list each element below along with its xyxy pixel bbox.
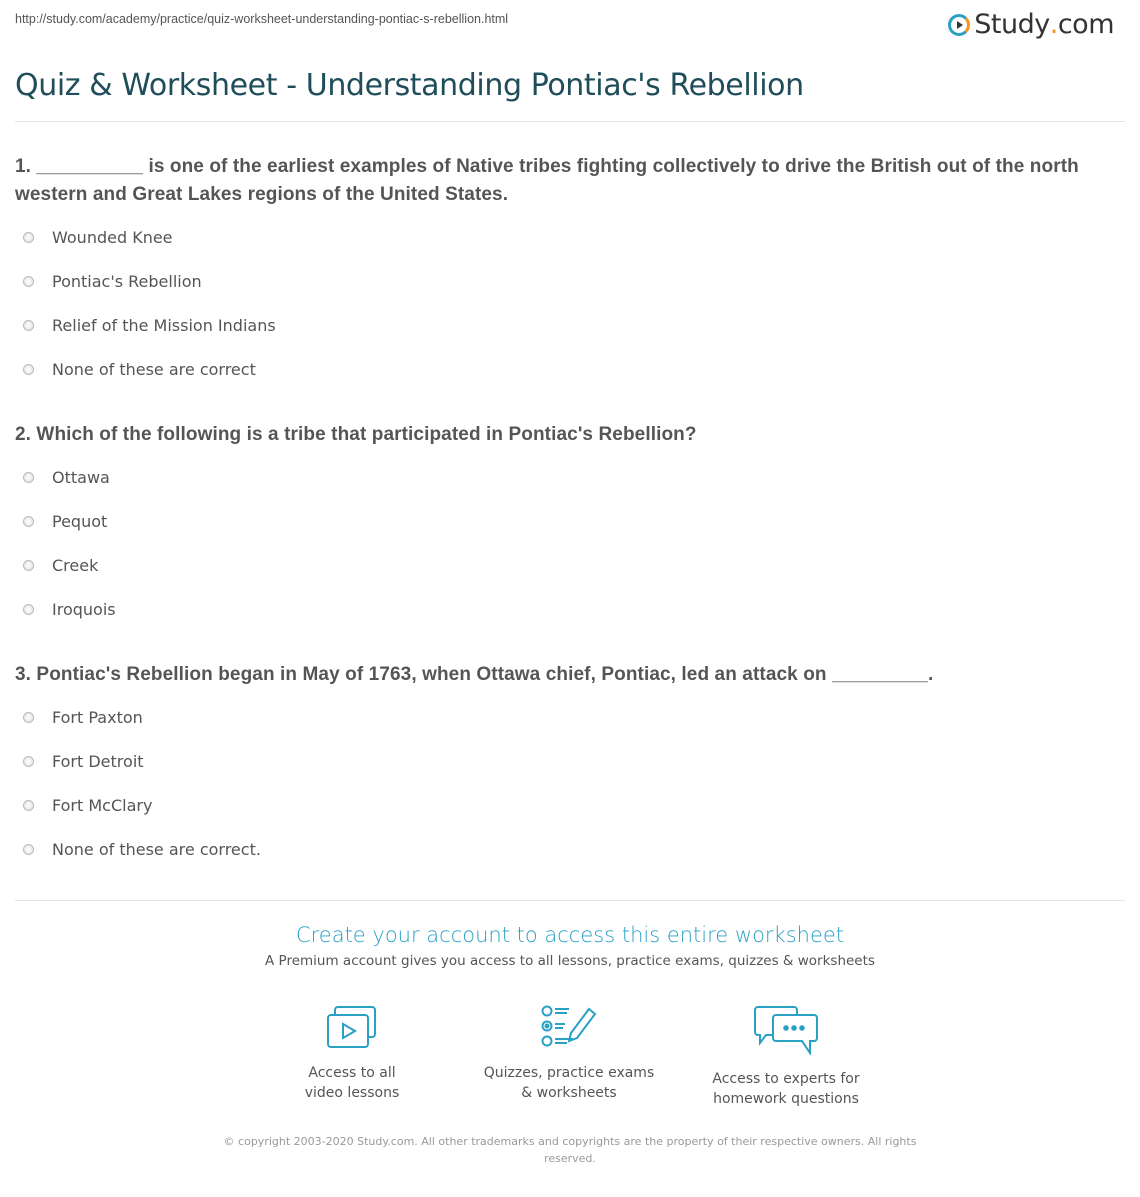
answer-label: Iroquois: [52, 599, 116, 619]
answer-options: [15, 455, 1105, 631]
answer-option[interactable]: [15, 499, 1105, 543]
answer-option[interactable]: [15, 543, 1105, 587]
video-lessons-icon: [326, 1005, 378, 1049]
answer-label: Relief of the Mission Indians: [52, 315, 276, 335]
radio-button[interactable]: [23, 364, 34, 375]
answer-options: [15, 215, 1105, 391]
logo-dot: .: [1049, 9, 1058, 40]
radio-button[interactable]: [23, 472, 34, 483]
question-2: [15, 421, 1105, 631]
answer-label: None of these are correct.: [52, 839, 261, 859]
answer-option[interactable]: [15, 827, 1105, 871]
answer-label: Pequot: [52, 511, 108, 531]
answer-label: Fort McClary: [52, 795, 153, 815]
question-text: 1. __________ is one of the earliest examples of Native tribes fighting collectively to drive the British out of the north western and Great Lakes regions of the United States.: [15, 156, 1079, 205]
answer-option[interactable]: [15, 259, 1105, 303]
play-logo-icon: [948, 14, 970, 36]
page-title: Quiz & Worksheet - Understanding Pontiac's Rebellion: [15, 68, 804, 103]
question-1: [15, 153, 1105, 391]
quiz-checklist-icon: [541, 1005, 597, 1049]
answer-label: Pontiac's Rebellion: [52, 271, 202, 291]
feature-line: Access to experts for: [712, 1071, 860, 1087]
answer-label: Fort Detroit: [52, 751, 144, 771]
radio-button[interactable]: [23, 712, 34, 723]
study-logo[interactable]: [948, 9, 1114, 40]
cta-title[interactable]: Create your account to access this entire worksheet: [295, 923, 845, 947]
feature-line: homework questions: [713, 1091, 859, 1107]
logo-tld: com: [1057, 9, 1114, 40]
radio-button[interactable]: [23, 800, 34, 811]
radio-button[interactable]: [23, 276, 34, 287]
answer-option[interactable]: [15, 587, 1105, 631]
feature-quizzes: [469, 1005, 669, 1103]
radio-button[interactable]: [23, 320, 34, 331]
question-text: 3. Pontiac's Rebellion began in May of 1763, when Ottawa chief, Pontiac, led an attack on _________.: [15, 664, 934, 685]
copyright: © copyright 2003-2020 Study.com. All other trademarks and copyrights are the property of their respective owners. All rights reserved.: [223, 1135, 917, 1165]
radio-button[interactable]: [23, 232, 34, 243]
radio-button[interactable]: [23, 604, 34, 615]
feature-experts: [686, 1005, 886, 1109]
answer-option[interactable]: [15, 783, 1105, 827]
feature-line: Access to all: [308, 1065, 396, 1081]
answer-label: Wounded Knee: [52, 227, 173, 247]
answer-option[interactable]: [15, 695, 1105, 739]
radio-button[interactable]: [23, 560, 34, 571]
page-url: http://study.com/academy/practice/quiz-worksheet-understanding-pontiac-s-rebellion.html: [15, 12, 509, 26]
answer-option[interactable]: [15, 739, 1105, 783]
feature-video-lessons: [252, 1005, 452, 1103]
question-3: [15, 661, 1105, 871]
answer-option[interactable]: [15, 303, 1105, 347]
chat-bubbles-icon: [754, 1005, 818, 1055]
answer-label: Creek: [52, 555, 99, 575]
radio-button[interactable]: [23, 844, 34, 855]
answer-option[interactable]: [15, 455, 1105, 499]
question-text: 2. Which of the following is a tribe that participated in Pontiac's Rebellion?: [15, 424, 697, 445]
answer-options: [15, 695, 1105, 871]
answer-label: None of these are correct: [52, 359, 256, 379]
feature-line: Quizzes, practice exams: [483, 1065, 655, 1081]
logo-name: Study: [974, 9, 1050, 40]
feature-line: video lessons: [304, 1085, 400, 1101]
answer-label: Fort Paxton: [52, 707, 143, 727]
divider: [15, 900, 1125, 901]
cta-subtitle: A Premium account gives you access to all lessons, practice exams, quizzes & worksheets: [265, 953, 875, 969]
radio-button[interactable]: [23, 756, 34, 767]
radio-button[interactable]: [23, 516, 34, 527]
feature-line: & worksheets: [521, 1085, 617, 1101]
signup-cta: [0, 923, 1140, 969]
divider: [15, 121, 1125, 122]
answer-label: Ottawa: [52, 467, 110, 487]
answer-option[interactable]: [15, 215, 1105, 259]
answer-option[interactable]: [15, 347, 1105, 391]
